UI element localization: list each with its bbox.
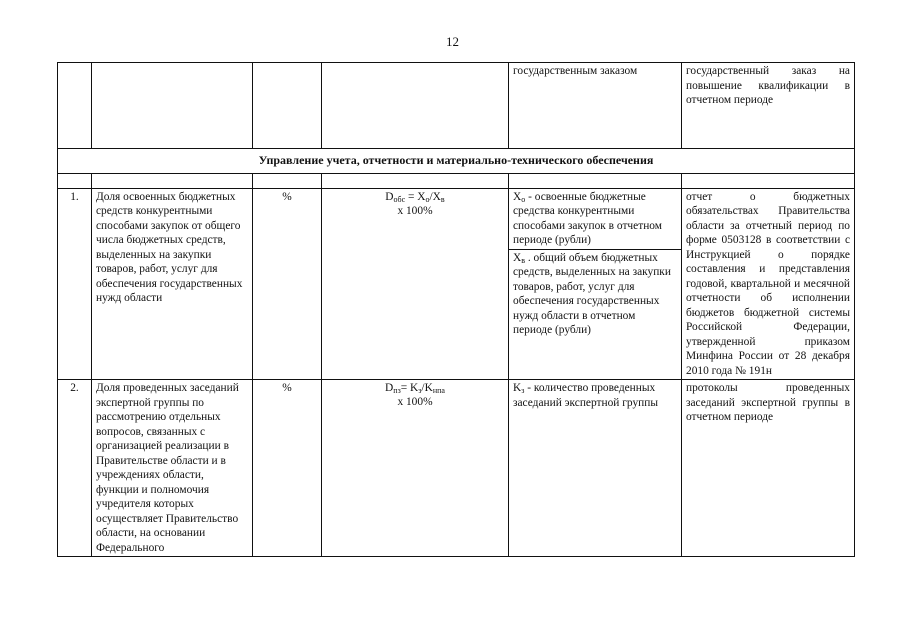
cell-description [509, 63, 682, 149]
cell-source [682, 63, 855, 149]
unit-of-measure: % [253, 380, 322, 557]
formula-x2-sub: нпа [432, 386, 445, 395]
formula [322, 188, 509, 380]
formula-x1-sub: о [425, 194, 430, 204]
formula-multiplier: x 100% [397, 396, 433, 408]
formula-x2-sub: в [440, 194, 445, 204]
table-row [58, 188, 855, 380]
formula-slash: /K [421, 382, 433, 394]
formula-lhs: D [385, 382, 394, 394]
variable-description [509, 188, 682, 380]
variable-description-b: $X_в$ . общий объем бюджетных средств, выделенных на закупки товаров, работ, услуг для обеспечения государственных нужд области в отчетном периоде (рубли) [513, 251, 671, 336]
formula [322, 380, 509, 557]
indicators-table [57, 62, 855, 557]
variable-description-a: $X_о$ - освоенные бюджетные средства конкурентными способами закупок в отчетном периоде (рубли) [509, 190, 681, 250]
cell-formula [322, 63, 509, 149]
indicator-name: Доля освоенных бюджетных средств конкурентными способами закупок от общего числа бюджетных средств, выделенных на закупки товаров, работ, услуг для обеспечения государственных нужд области [92, 188, 253, 380]
continuation-row [58, 63, 855, 149]
formula-lhs: D [385, 190, 394, 203]
formula-x1-sub: з [418, 386, 422, 395]
formula-lhs-sub: пз [393, 386, 401, 395]
formula-lhs-sub: обс [393, 194, 406, 204]
variable-description: $K_з$ - количество проведенных заседаний экспертной группы [509, 380, 682, 557]
cell-name [92, 63, 253, 149]
indicator-name: Доля проведенных заседаний экспертной группы по рассмотрению отдельных вопросов, связанных с организацией реализации в Правительстве области и в учреждениях области, функции и полномочия учредителя которых осуществляет Правительство области, на основании Федерального [92, 380, 253, 557]
unit-of-measure: % [253, 188, 322, 380]
row-number: 1. [58, 188, 92, 380]
table-row [58, 380, 855, 557]
continuation-source: государственный заказ на повышение квалификации в отчетном периоде [686, 65, 850, 106]
row-number: 2. [58, 380, 92, 557]
formula-eq: = X [405, 190, 426, 203]
formula-multiplier: x 100% [397, 204, 433, 217]
data-source: отчет о бюджетных обязательствах Правительства области за отчетный период по форме 0503128 в соответствии с Инструкцией о порядке составления и представления годовой, квартальной и месячной отчетности об исполнении бюджетов бюджетной системы Российской Федерации, утвержденной приказом Минфина России от 28 декабря 2010 года № 191н [682, 188, 855, 380]
formula-eq: = K [400, 382, 419, 394]
data-source: протоколы проведенных заседаний экспертной группы в отчетном периоде [682, 380, 855, 557]
formula-slash: /X [429, 190, 441, 203]
cell-unit [253, 63, 322, 149]
page-number: 12 [446, 34, 459, 49]
section-row [58, 149, 855, 174]
spacer-row [58, 173, 855, 188]
cell-num [58, 63, 92, 149]
section-title: Управление учета, отчетности и материально-технического обеспечения [58, 149, 855, 174]
continuation-description: государственным заказом [513, 65, 638, 77]
